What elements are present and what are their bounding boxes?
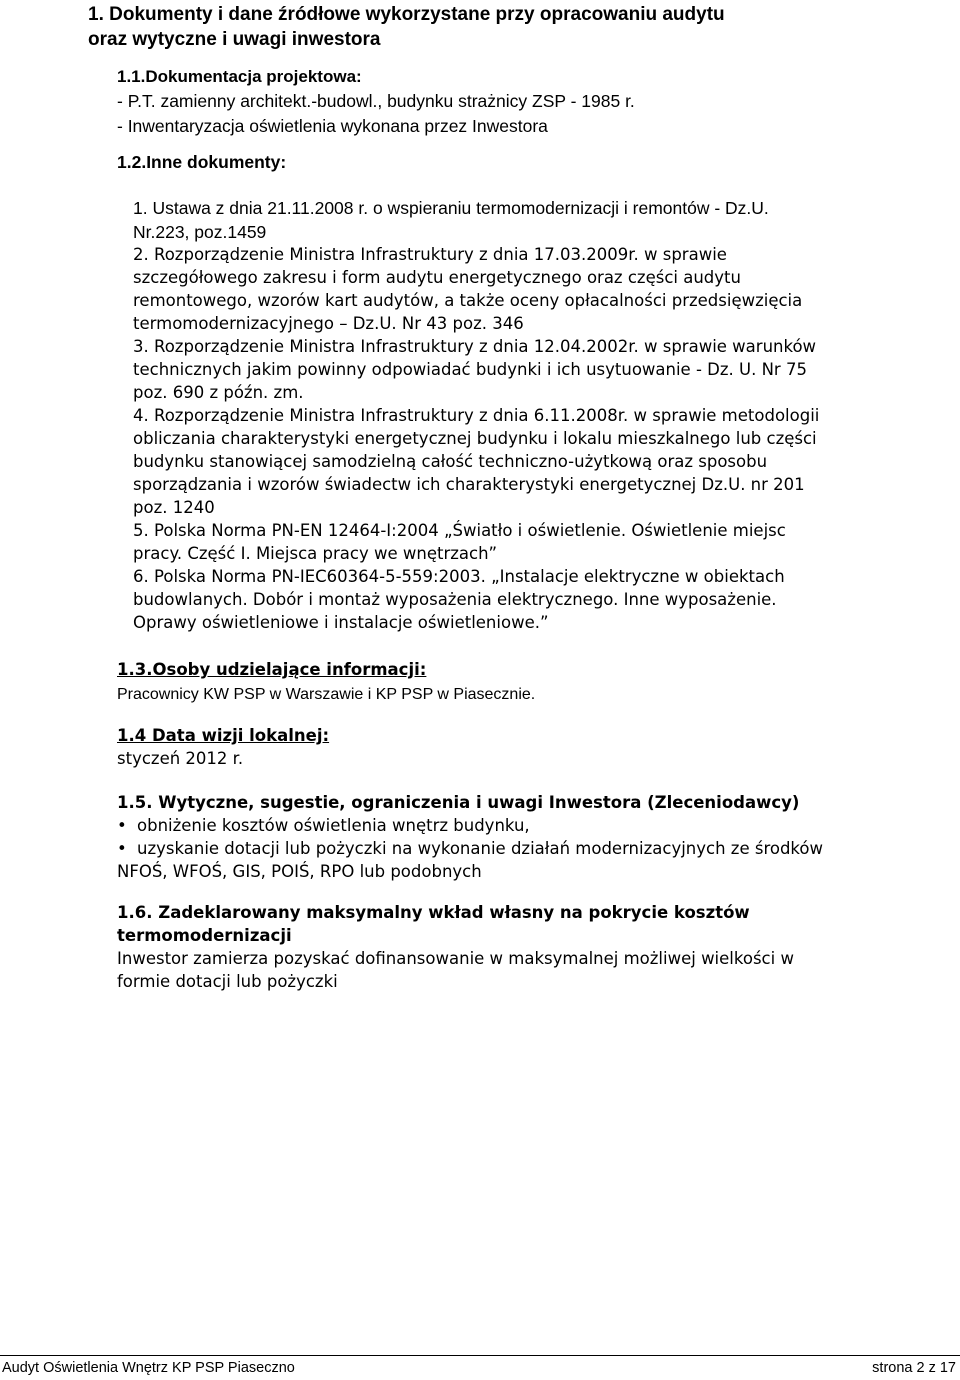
bullet-dot: • xyxy=(117,839,127,858)
section-1-2-list-part1 xyxy=(133,196,769,244)
doc-2-line: remontowego, wzorów kart audytów, a także oceny opłacalności przedsięwzięcia xyxy=(133,291,803,310)
section-1-6-text-line-2: formie dotacji lub pożyczki xyxy=(117,972,338,991)
chapter-heading-line-2: oraz wytyczne i uwagi inwestora xyxy=(88,29,381,50)
doc-4-line: sporządzania i wzorów świadectw ich charakterystyki energetycznej Dz.U. nr 201 xyxy=(133,475,805,494)
doc-1-line: Nr.223, poz.1459 xyxy=(133,222,267,242)
doc-6-line: Oprawy oświetleniowe i instalacje oświetleniowe.” xyxy=(133,613,549,632)
footer-divider xyxy=(0,1355,960,1356)
section-1-3-title: 1.3.Osoby udzielające informacji: xyxy=(117,660,427,679)
bullet-dot: • xyxy=(117,816,127,835)
section-1-1-title: 1.1.Dokumentacja projektowa: xyxy=(117,67,362,86)
doc-2-line: 2. Rozporządzenie Ministra Infrastruktury z dnia 17.03.2009r. w sprawie xyxy=(133,245,727,264)
doc-3-line: poz. 690 z późn. zm. xyxy=(133,383,304,402)
doc-4-line: poz. 1240 xyxy=(133,498,215,517)
chapter-heading xyxy=(88,2,908,52)
section-1-2-list-part2 xyxy=(133,243,819,634)
section-1-5-title: 1.5. Wytyczne, sugestie, ograniczenia i uwagi Inwestora (Zleceniodawcy) xyxy=(117,793,800,812)
section-1-6-title-line-1: 1.6. Zadeklarowany maksymalny wkład własny na pokrycie kosztów xyxy=(117,903,750,922)
bullet-item xyxy=(117,837,823,860)
doc-4-line: obliczania charakterystyki energetycznej budynku i lokalu mieszkalnego lub części xyxy=(133,429,817,448)
section-1-2-title: 1.2.Inne dokumenty: xyxy=(117,152,287,172)
bullet-item xyxy=(117,814,823,837)
section-1-6-title-line-2: termomodernizacji xyxy=(117,926,292,945)
section-1-4 xyxy=(117,724,329,770)
doc-3-line: 3. Rozporządzenie Ministra Infrastruktury z dnia 12.04.2002r. w sprawie warunków xyxy=(133,337,817,356)
chapter-heading-line-1: 1. Dokumenty i dane źródłowe wykorzystane przy opracowaniu audytu xyxy=(88,4,725,25)
doc-4-line: budynku stanowiącej samodzielną całość techniczno-użytkową oraz sposobu xyxy=(133,452,768,471)
doc-5-line: 5. Polska Norma PN-EN 12464-I:2004 „Światło i oświetlenie. Oświetlenie miejsc xyxy=(133,521,786,540)
doc-5-line: pracy. Część I. Miejsca pracy we wnętrzach” xyxy=(133,544,498,563)
doc-3-line: technicznych jakim powinny odpowiadać budynki i ich usytuowanie - Dz. U. Nr 75 xyxy=(133,360,807,379)
doc-6-line: budowlanych. Dobór i montaż wyposażenia elektrycznego. Inne wyposażenie. xyxy=(133,590,777,609)
section-1-1 xyxy=(117,64,635,139)
section-1-3-text: Pracownicy KW PSP w Warszawie i KP PSP w Piasecznie. xyxy=(117,686,536,703)
section-1-4-text: styczeń 2012 r. xyxy=(117,749,244,768)
page-number: strona 2 z 17 xyxy=(872,1360,956,1376)
bullet-item-text: obniżenie kosztów oświetlenia wnętrz budynku, xyxy=(137,816,530,835)
doc-2-line: szczegółowego zakresu i form audytu energetycznego oraz części audytu xyxy=(133,268,741,287)
section-1-5 xyxy=(117,791,823,883)
section-1-3 xyxy=(117,658,535,705)
section-1-6-text-line-1: Inwestor zamierza pozyskać dofinansowanie w maksymalnej możliwej wielkości w xyxy=(117,949,794,968)
doc-4-line: 4. Rozporządzenie Ministra Infrastruktury z dnia 6.11.2008r. w sprawie metodologii xyxy=(133,406,820,425)
section-1-6 xyxy=(117,901,794,993)
section-1-2 xyxy=(117,150,286,174)
bullet-item-text: uzyskanie dotacji lub pożyczki na wykonanie działań modernizacyjnych ze środków xyxy=(137,839,823,858)
doc-1-line: 1. Ustawa z dnia 21.11.2008 r. o wspieraniu termomodernizacji i remontów - Dz.U. xyxy=(133,198,769,218)
footer-title: Audyt Oświetlenia Wnętrz KP PSP Piaseczno xyxy=(2,1360,295,1376)
section-1-4-title: 1.4 Data wizji lokalnej: xyxy=(117,726,330,745)
doc-2-line: termomodernizacyjnego – Dz.U. Nr 43 poz. 346 xyxy=(133,314,524,333)
section-1-1-item: - Inwentaryzacja oświetlenia wykonana przez Inwestora xyxy=(117,116,548,136)
doc-6-line: 6. Polska Norma PN-IEC60364-5-559:2003. „Instalacje elektryczne w obiektach xyxy=(133,567,785,586)
bullet-item-text-continuation: NFOŚ, WFOŚ, GIS, POIŚ, RPO lub podobnych xyxy=(117,862,482,881)
section-1-1-item: - P.T. zamienny architekt.-budowl., budynku strażnicy ZSP - 1985 r. xyxy=(117,91,635,111)
